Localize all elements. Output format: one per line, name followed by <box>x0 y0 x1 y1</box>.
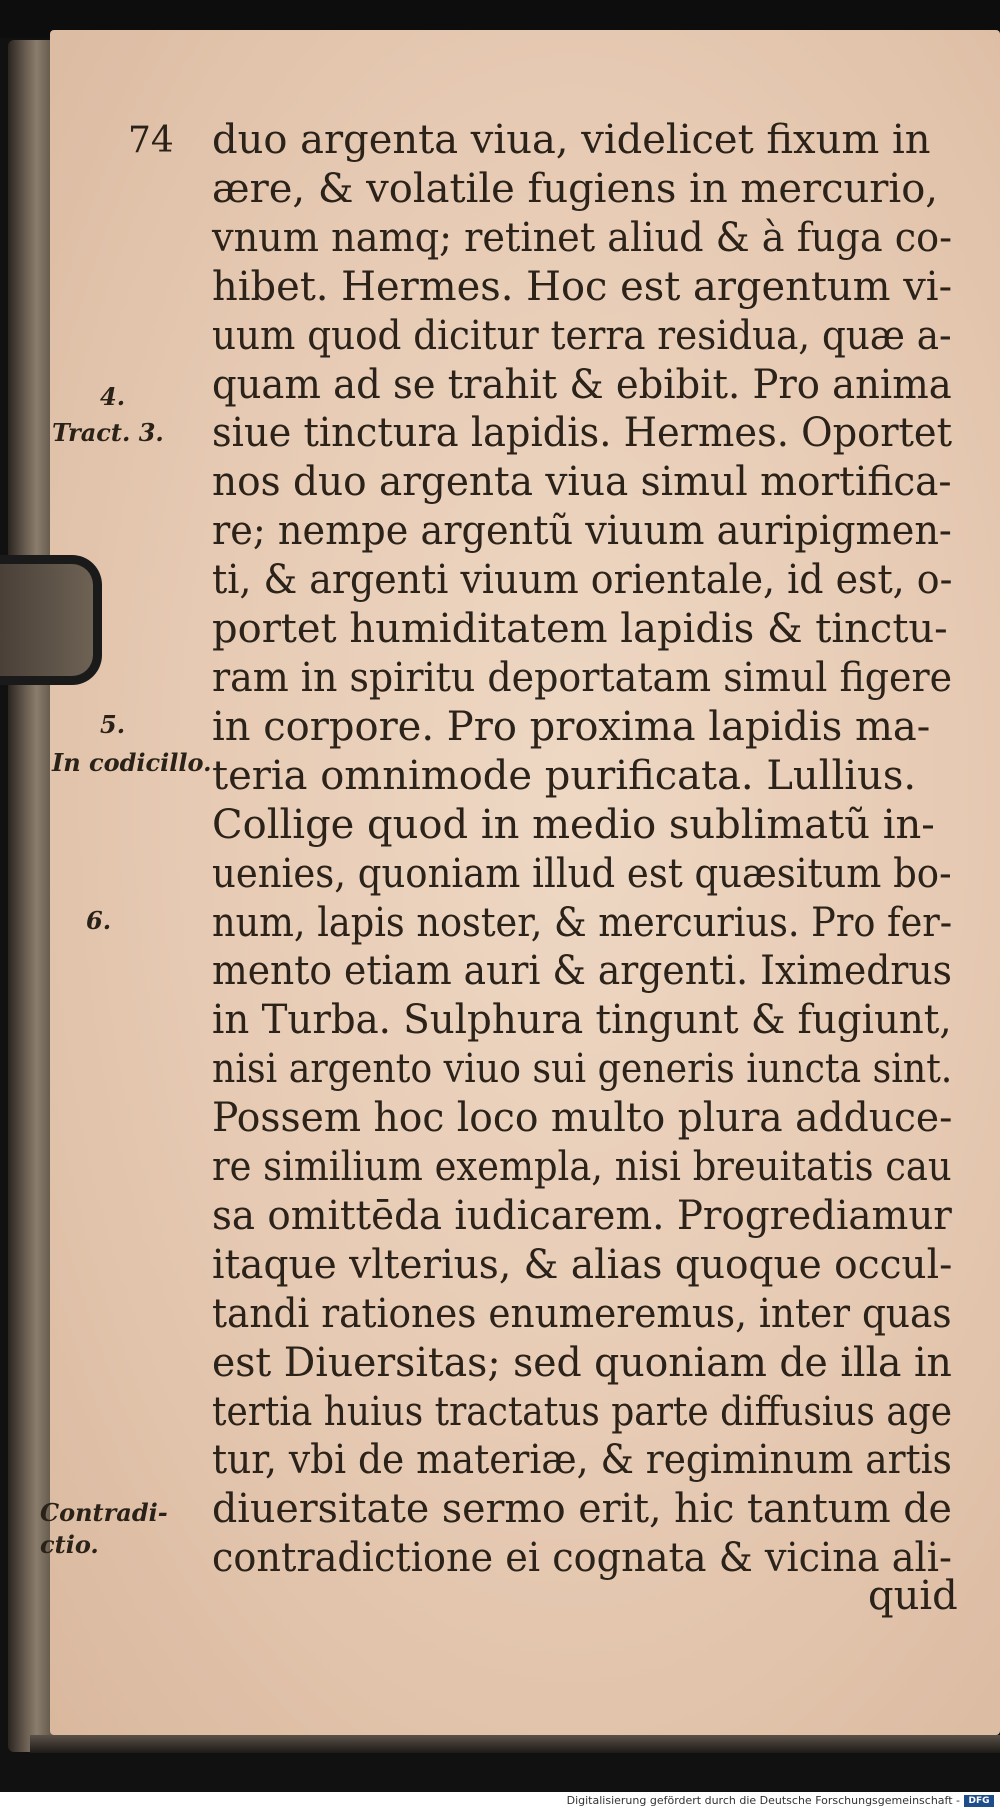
text-line: in Turba. Sulphura tingunt & fugiunt, <box>212 997 952 1044</box>
text-line: sa omittēda iudicarem. Progrediamur <box>212 1192 952 1239</box>
text-line: vnum namq; retinet aliud & à fuga co- <box>212 214 953 261</box>
text-line: Collige quod in medio sublimatũ in- <box>212 801 935 848</box>
dfg-logo: DFG <box>964 1795 994 1807</box>
page-number: 74 <box>128 120 174 161</box>
text-line: tertia huius tractatus parte diffusius age <box>212 1388 953 1435</box>
text-line: nisi argento viuo sui generis iuncta sint. <box>212 1046 953 1093</box>
text-line: nos duo argenta viua simul mortifica- <box>212 459 952 506</box>
text-line: re similium exempla, nisi breuitatis cau <box>212 1144 952 1191</box>
text-line: est Diuersitas; sed quoniam de illa in <box>212 1339 952 1386</box>
text-line: mento etiam auri & argenti. Iximedrus <box>212 948 952 995</box>
text-line: diuersitate sermo erit, hic tantum de <box>212 1486 952 1533</box>
margin-note: 4. <box>100 382 126 411</box>
text-line: siue tinctura lapidis. Hermes. Oportet <box>212 410 953 457</box>
text-line: Possem hoc loco multo plura adduce- <box>212 1095 953 1142</box>
text-line: ram in spiritu deportatam simul figere <box>212 654 953 701</box>
text-line: num, lapis noster, & mercurius. Pro fer- <box>212 899 953 946</box>
text-line: re; nempe argentũ viuum auripigmen- <box>212 508 952 555</box>
catchword: quid <box>868 1573 958 1619</box>
margin-note: 5. <box>100 710 126 739</box>
text-line: quam ad se trahit & ebibit. Pro anima <box>212 361 952 408</box>
text-line: contradictione ei cognata & vicina ali- <box>212 1535 952 1582</box>
text-line: ære, & volatile fugiens in mercurio, <box>212 165 939 212</box>
margin-note: Contradi- <box>40 1498 168 1527</box>
text-line: hibet. Hermes. Hoc est argentum vi- <box>212 263 953 310</box>
footer-credit: Digitalisierung gefördert durch die Deutsche Forschungsgemeinschaft - <box>566 1794 960 1807</box>
text-line: ti, & argenti viuum orientale, id est, o- <box>212 557 953 604</box>
text-line: teria omnimode purificata. Lullius. <box>212 752 917 799</box>
text-line: uum quod dicitur terra residua, quæ a- <box>212 312 952 359</box>
margin-note: ctio. <box>40 1530 99 1559</box>
text-line: tur, vbi de materiæ, & regiminum artis <box>212 1437 952 1484</box>
margin-note: 6. <box>86 906 112 935</box>
text-line: portet humiditatem lapidis & tinctu- <box>212 606 948 653</box>
text-line: duo argenta viua, videlicet fixum in <box>212 117 931 163</box>
body-text <box>212 116 952 1583</box>
book-clasp <box>0 555 102 685</box>
text-line: in corpore. Pro proxima lapidis ma- <box>212 703 931 750</box>
text-line: itaque vlterius, & alias quoque occul- <box>212 1241 953 1288</box>
text-line: tandi rationes enumeremus, inter quas <box>212 1290 952 1337</box>
text-line: uenies, quoniam illud est quæsitum bo- <box>212 850 952 897</box>
book-bottom-edge <box>30 1735 1000 1753</box>
margin-note: Tract. 3. <box>52 418 164 447</box>
margin-note: In codicillo. <box>52 748 212 777</box>
